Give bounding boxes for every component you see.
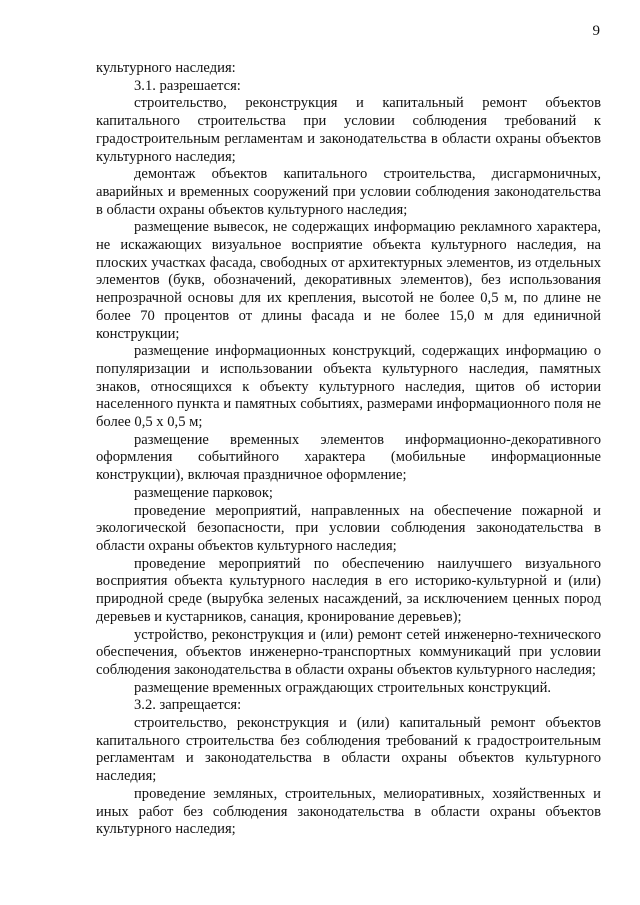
paragraph: проведение земляных, строительных, мелиоративных, хозяйственных и иных работ без соблюдения законодательства в области охраны объектов культурного наследия; [96, 785, 601, 838]
document-body [96, 60, 601, 839]
paragraph: размещение временных элементов информационно-декоративного оформления событийного характера (мобильные информационные конструкции), включая праздничное оформление; [96, 431, 601, 484]
page-number: 9 [592, 23, 600, 39]
paragraph: размещение информационных конструкций, содержащих информацию о популяризации и использовании объекта культурного наследия, памятных знаков, относящихся к объекту культурного наследия, щитов об истории населенного пункта и памятных событиях, размерами информационного поля не более 0,5 х 0,5 м; [96, 343, 601, 431]
paragraph-continuation: культурного наследия: [96, 60, 236, 76]
paragraph: демонтаж объектов капитального строительства, дисгармоничных, аварийных и временных сооружений при условии соблюдения законодательства в области охраны объектов культурного наследия; [96, 166, 601, 218]
paragraph: проведение мероприятий по обеспечению наилучшего визуального восприятия объекта культурного наследия в его историко-культурной и (или) природной среде (вырубка зеленых насаждений, за исключением ценных пород деревьев и кустарников, санация, кронирование деревьев); [96, 555, 601, 625]
paragraph: устройство, реконструкция и (или) ремонт сетей инженерно-технического обеспечения, объектов инженерно-транспортных коммуникаций при условии соблюдения законодательства в области охраны объектов культурного наследия; [96, 626, 601, 678]
section-heading-prohibited: 3.2. запрещается: [134, 697, 242, 714]
paragraph: проведение мероприятий, направленных на обеспечение пожарной и экологической безопасности, при условии соблюдения законодательства в области охраны объектов культурного наследия; [96, 502, 601, 554]
section-heading-allowed: 3.1. разрешается: [134, 77, 241, 94]
paragraph: строительство, реконструкция и (или) капитальный ремонт объектов капитального строительства без соблюдения требований к градостроительным регламентам и законодательства в области охраны объектов культурного наследия; [96, 715, 601, 785]
paragraph: размещение временных ограждающих строительных конструкций. [134, 679, 552, 696]
paragraph: размещение парковок; [134, 484, 273, 501]
paragraph: размещение вывесок, не содержащих информацию рекламного характера, не искажающих визуальное восприятие объекта культурного наследия, на плоских участках фасада, свободных от архитектурных элементов, из отдельных элементов (букв, обозначений, декоративных элементов), без использования непрозрачной основы для их крепления, высотой не более 0,5 м, по длине не более 70 процентов от длины фасада и не более 15,0 м для единичной конструкции; [96, 219, 601, 342]
paragraph: строительство, реконструкция и капитальный ремонт объектов капитального строительства при условии соблюдения требований к градостроительным регламентам и законодательства в области охраны объектов культурного наследия; [96, 95, 601, 165]
